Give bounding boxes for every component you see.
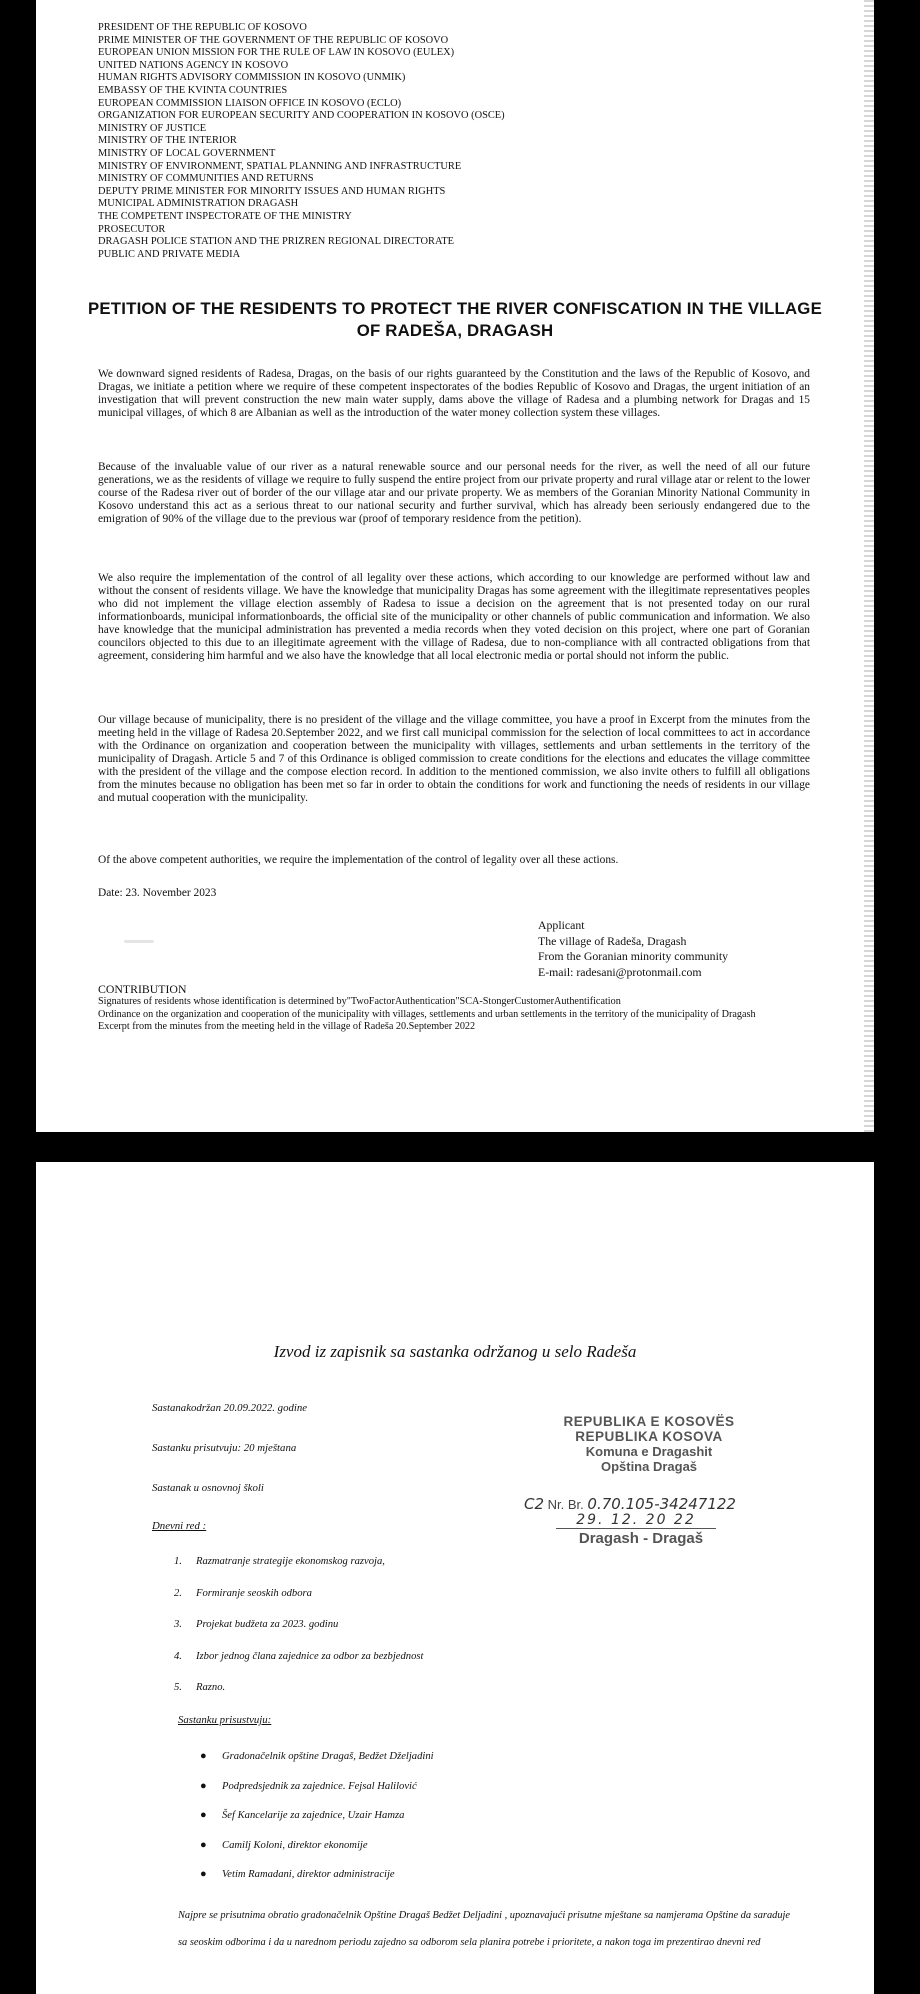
contribution-line: Ordinance on the organization and cooperation of the municipality with villages, settlements and urban settlements in the territory of the municipality of Dragash (98, 1008, 756, 1020)
minutes-paragraph: Najpre se prisutnima obratio gradonačelnik Opštine Dragaš Bedžet Deljadini , upoznavajući prisutne mještane sa namjerama Opštine da saraduje sa seoskim odborima i da u narednom periodu zajedno sa odborom sela planira potrebe i prioritete, a nakon toga im prezentirao dnevni red (178, 1910, 791, 1948)
attendee-name: Šef Kancelarije za zajednice, Uzair Hamza (222, 1810, 405, 1821)
recipient-line: HUMAN RIGHTS ADVISORY COMMISSION IN KOSOVO (UNMIK) (98, 72, 406, 84)
recipient-line: EMBASSY OF THE KVINTA COUNTRIES (98, 84, 288, 96)
agenda-item (174, 1651, 423, 1683)
minutes-page (36, 1162, 874, 1994)
stamp-line: REPUBLIKA KOSOVA (575, 1429, 723, 1444)
recipient-line: PUBLIC AND PRIVATE MEDIA (98, 248, 241, 260)
stamp-place: Dragash - Dragaš (578, 1530, 704, 1547)
applicant-line: The village of Radeša, Dragash (538, 933, 687, 948)
attendee-name: Camilj Koloni, direktor ekonomije (222, 1839, 368, 1851)
attendee-item (200, 1868, 434, 1898)
bullet-icon: ● (200, 1809, 207, 1821)
recipient-line: PRIME MINISTER OF THE GOVERNMENT OF THE REPUBLIC OF KOSOVO (98, 34, 449, 46)
petition-paragraph: We downward signed residents of Radesa, Dragas, on the basis of our rights guaranteed by the Constitution and the laws of the Republic of Kosovo, and Dragas, we initiate a petition where we require of these competent inspectorates of the bodies Republic of Kosovo and Dragas, the urgent initiation of an investigation that will prevent construction the new main water supply, dams above the village of Radesa and a plumbing network for Dragas and 15 municipal villages, of which 8 are Albanian as well as the introduction of the water money collection system these villages. (98, 368, 810, 419)
recipient-line: THE COMPETENT INSPECTORATE OF THE MINISTRY (98, 210, 352, 222)
bullet-icon: ● (200, 1779, 207, 1792)
agenda-item (174, 1619, 423, 1651)
agenda-text: Projekat budžeta za 2023. godinu (196, 1619, 339, 1630)
stamp-line: REPUBLIKA E KOSOVËS (563, 1414, 735, 1429)
recipient-line: ORGANIZATION FOR EUROPEAN SECURITY AND COOPERATION IN KOSOVO (OSCE) (98, 110, 505, 122)
meeting-date: Sastanakodržan 20.09.2022. godine (152, 1402, 308, 1414)
agenda-number: 3. (174, 1619, 182, 1630)
recipient-line: MINISTRY OF LOCAL GOVERNMENT (98, 147, 276, 159)
municipal-stamp (524, 1414, 774, 1474)
agenda-number: 4. (174, 1650, 182, 1662)
applicant-email: E-mail: radesani@protonmail.com (538, 964, 702, 979)
attendee-name: Podpredsjednik za zajednice. Fejsal Halilović (222, 1780, 417, 1792)
contribution-heading: CONTRIBUTION (98, 982, 187, 996)
recipient-line: PROSECUTOR (98, 223, 166, 235)
applicant-block (538, 918, 728, 980)
recipient-line: PRESIDENT OF THE REPUBLIC OF KOSOVO (98, 22, 307, 33)
scan-edge (864, 0, 874, 1132)
agenda-heading: Dnevni red : (152, 1520, 207, 1532)
recipient-line: DRAGASH POLICE STATION AND THE PRIZREN REGIONAL DIRECTORATE (98, 236, 455, 248)
agenda-list (174, 1556, 423, 1714)
stamp-line: Komuna e Dragashit (585, 1444, 713, 1459)
contribution-line: Signatures of residents whose identification is determined by"TwoFactorAuthentication"SCA-StongerCustomerAuthentification (98, 996, 621, 1007)
agenda-text: Formiranje seoskih odbora (196, 1587, 312, 1599)
recipient-line: MINISTRY OF JUSTICE (98, 122, 207, 134)
agenda-number: 2. (174, 1587, 182, 1599)
petition-paragraph: We also require the implementation of the control of all legality over these actions, which according to our knowledge are performed without law and without the consent of residents village. We have the knowledge that municipality Dragas has some agreement with the illegitimate representatives peoples who did not implement the village election assembly of Radesa to issue a decision on the agreement that is not presented today on our rural informationboards, municipal informationboards, the official site of the municipality or other channels of public communication and information. We also have knowledge that the municipal administration has prevented a media records when they voted decision on this project, where one part of Goranian councilors objected to this due to an illegitimate agreement with the village of Radesa, due to non-compliance with all contracted obligations from that agreement, considering him harmful and we also have the knowledge that all local electronic media or portal should not inform the public. (98, 572, 810, 662)
stamp-registration-number (524, 1495, 774, 1513)
petition-paragraph: Because of the invaluable value of our river as a natural renewable source and our personal needs for the river, as well the need of all our future generations, we as the residents of village we require to fully suspend the entire project from our private property and rural village atar or relent to the lower course of the Radesa river out of border of the our village atar and our private property. We as members of the Goranian Minority National Community in Kosovo understand this act as a serious threat to our national security and further survival, which has already been seriously endangered due to the emigration of 90% of the village due to the previous war (proof of temporary residence from the petition). (98, 461, 810, 525)
agenda-text: Izbor jednog člana zajednice za odbor za bezbjednost (196, 1650, 424, 1662)
petition-paragraph: Of the above competent authorities, we require the implementation of the control of legality over all these actions. (98, 854, 619, 866)
applicant-line: From the Goranian minority community (538, 949, 729, 963)
stamp-date: 29. 12. 20 22 (556, 1512, 716, 1529)
stamp-nr-value: 0.70.105-34247122 (587, 1495, 736, 1513)
stamp-nr-label: Nr. Br. (547, 1497, 584, 1512)
agenda-item (174, 1682, 423, 1714)
petition-date: Date: 23. November 2023 (98, 887, 217, 899)
agenda-text: Razmatranje strategije ekonomskog razvoja, (196, 1556, 385, 1567)
attendees-heading: Sastanku prisustvuju: (178, 1714, 272, 1726)
recipient-line: UNITED NATIONS AGENCY IN KOSOVO (98, 59, 289, 71)
stamp-nr-prefix: C2 (524, 1495, 545, 1513)
agenda-text: Razno. (196, 1682, 226, 1693)
agenda-number: 1. (174, 1556, 182, 1567)
agenda-number: 5. (174, 1682, 182, 1693)
petition-title: PETITION OF THE RESIDENTS TO PROTECT THE RIVER CONFISCATION IN THE VILLAGE OF RADEŠA, DRAGASH (88, 299, 822, 340)
meeting-attendance: Sastanku prisutvuju: 20 mještana (152, 1442, 297, 1454)
attendees-list (200, 1750, 434, 1898)
minutes-title: Izvod iz zapisnik sa sastanka održanog u selo Radeša (273, 1342, 637, 1361)
bullet-icon: ● (200, 1750, 207, 1762)
scan-smudge (124, 940, 154, 943)
agenda-item (174, 1588, 423, 1620)
meeting-location: Sastanak u osnovnoj školi (152, 1482, 264, 1494)
stamp-line: Opština Dragaš (600, 1459, 698, 1474)
bullet-icon: ● (200, 1838, 207, 1851)
applicant-line: Applicant (538, 918, 585, 932)
recipient-line: MINISTRY OF ENVIRONMENT, SPATIAL PLANNING AND INFRASTRUCTURE (98, 160, 462, 172)
recipient-line: MUNICIPAL ADMINISTRATION DRAGASH (98, 198, 299, 210)
contribution-line: Excerpt from the minutes from the meeting held in the village of Radeša 20.September 2022 (98, 1021, 476, 1033)
recipient-line: MINISTRY OF COMMUNITIES AND RETURNS (98, 173, 314, 185)
recipient-line: DEPUTY PRIME MINISTER FOR MINORITY ISSUES AND HUMAN RIGHTS (98, 185, 446, 197)
attendee-item (200, 1750, 434, 1780)
petition-paragraph: Our village because of municipality, there is no president of the village and the village committee, you have a proof in Excerpt from the minutes from the meeting held in the village of Radesa 20.September 2022, and we first call municipal commission for the selection of local committees to act in accordance with the Ordinance on organization and cooperation between the municipality with villages, settlements and urban settlements in the territory of the municipality of Dragash. Article 5 and 7 of this Ordinance is obliged commission to create conditions for the elections and educates the village committee with the president of the village and the compose election record. In addition to the mentioned commission, we also invite others to fulfill all obligations from the minutes because no obligation has been met so far in order to obtain the conditions for work and functioning the needs of residents in our village and mutual cooperation with the municipality. (98, 714, 810, 804)
attendee-name: Vetim Ramadani, direktor administracije (222, 1869, 395, 1880)
recipient-line: EUROPEAN UNION MISSION FOR THE RULE OF LAW IN KOSOVO (EULEX) (98, 47, 455, 59)
recipients-list (98, 22, 798, 261)
petition-page (36, 0, 874, 1132)
attendee-item (200, 1839, 434, 1869)
attendee-item (200, 1809, 434, 1839)
bullet-icon: ● (200, 1868, 207, 1880)
attendee-name: Gradonačelnik opštine Dragaš, Bedžet Dželjadini (222, 1751, 434, 1762)
recipient-line: MINISTRY OF THE INTERIOR (98, 135, 237, 147)
agenda-item (174, 1556, 423, 1588)
contribution-block (98, 982, 810, 1034)
recipient-line: EUROPEAN COMMISSION LIAISON OFFICE IN KOSOVO (ECLO) (98, 97, 402, 109)
attendee-item (200, 1780, 434, 1810)
